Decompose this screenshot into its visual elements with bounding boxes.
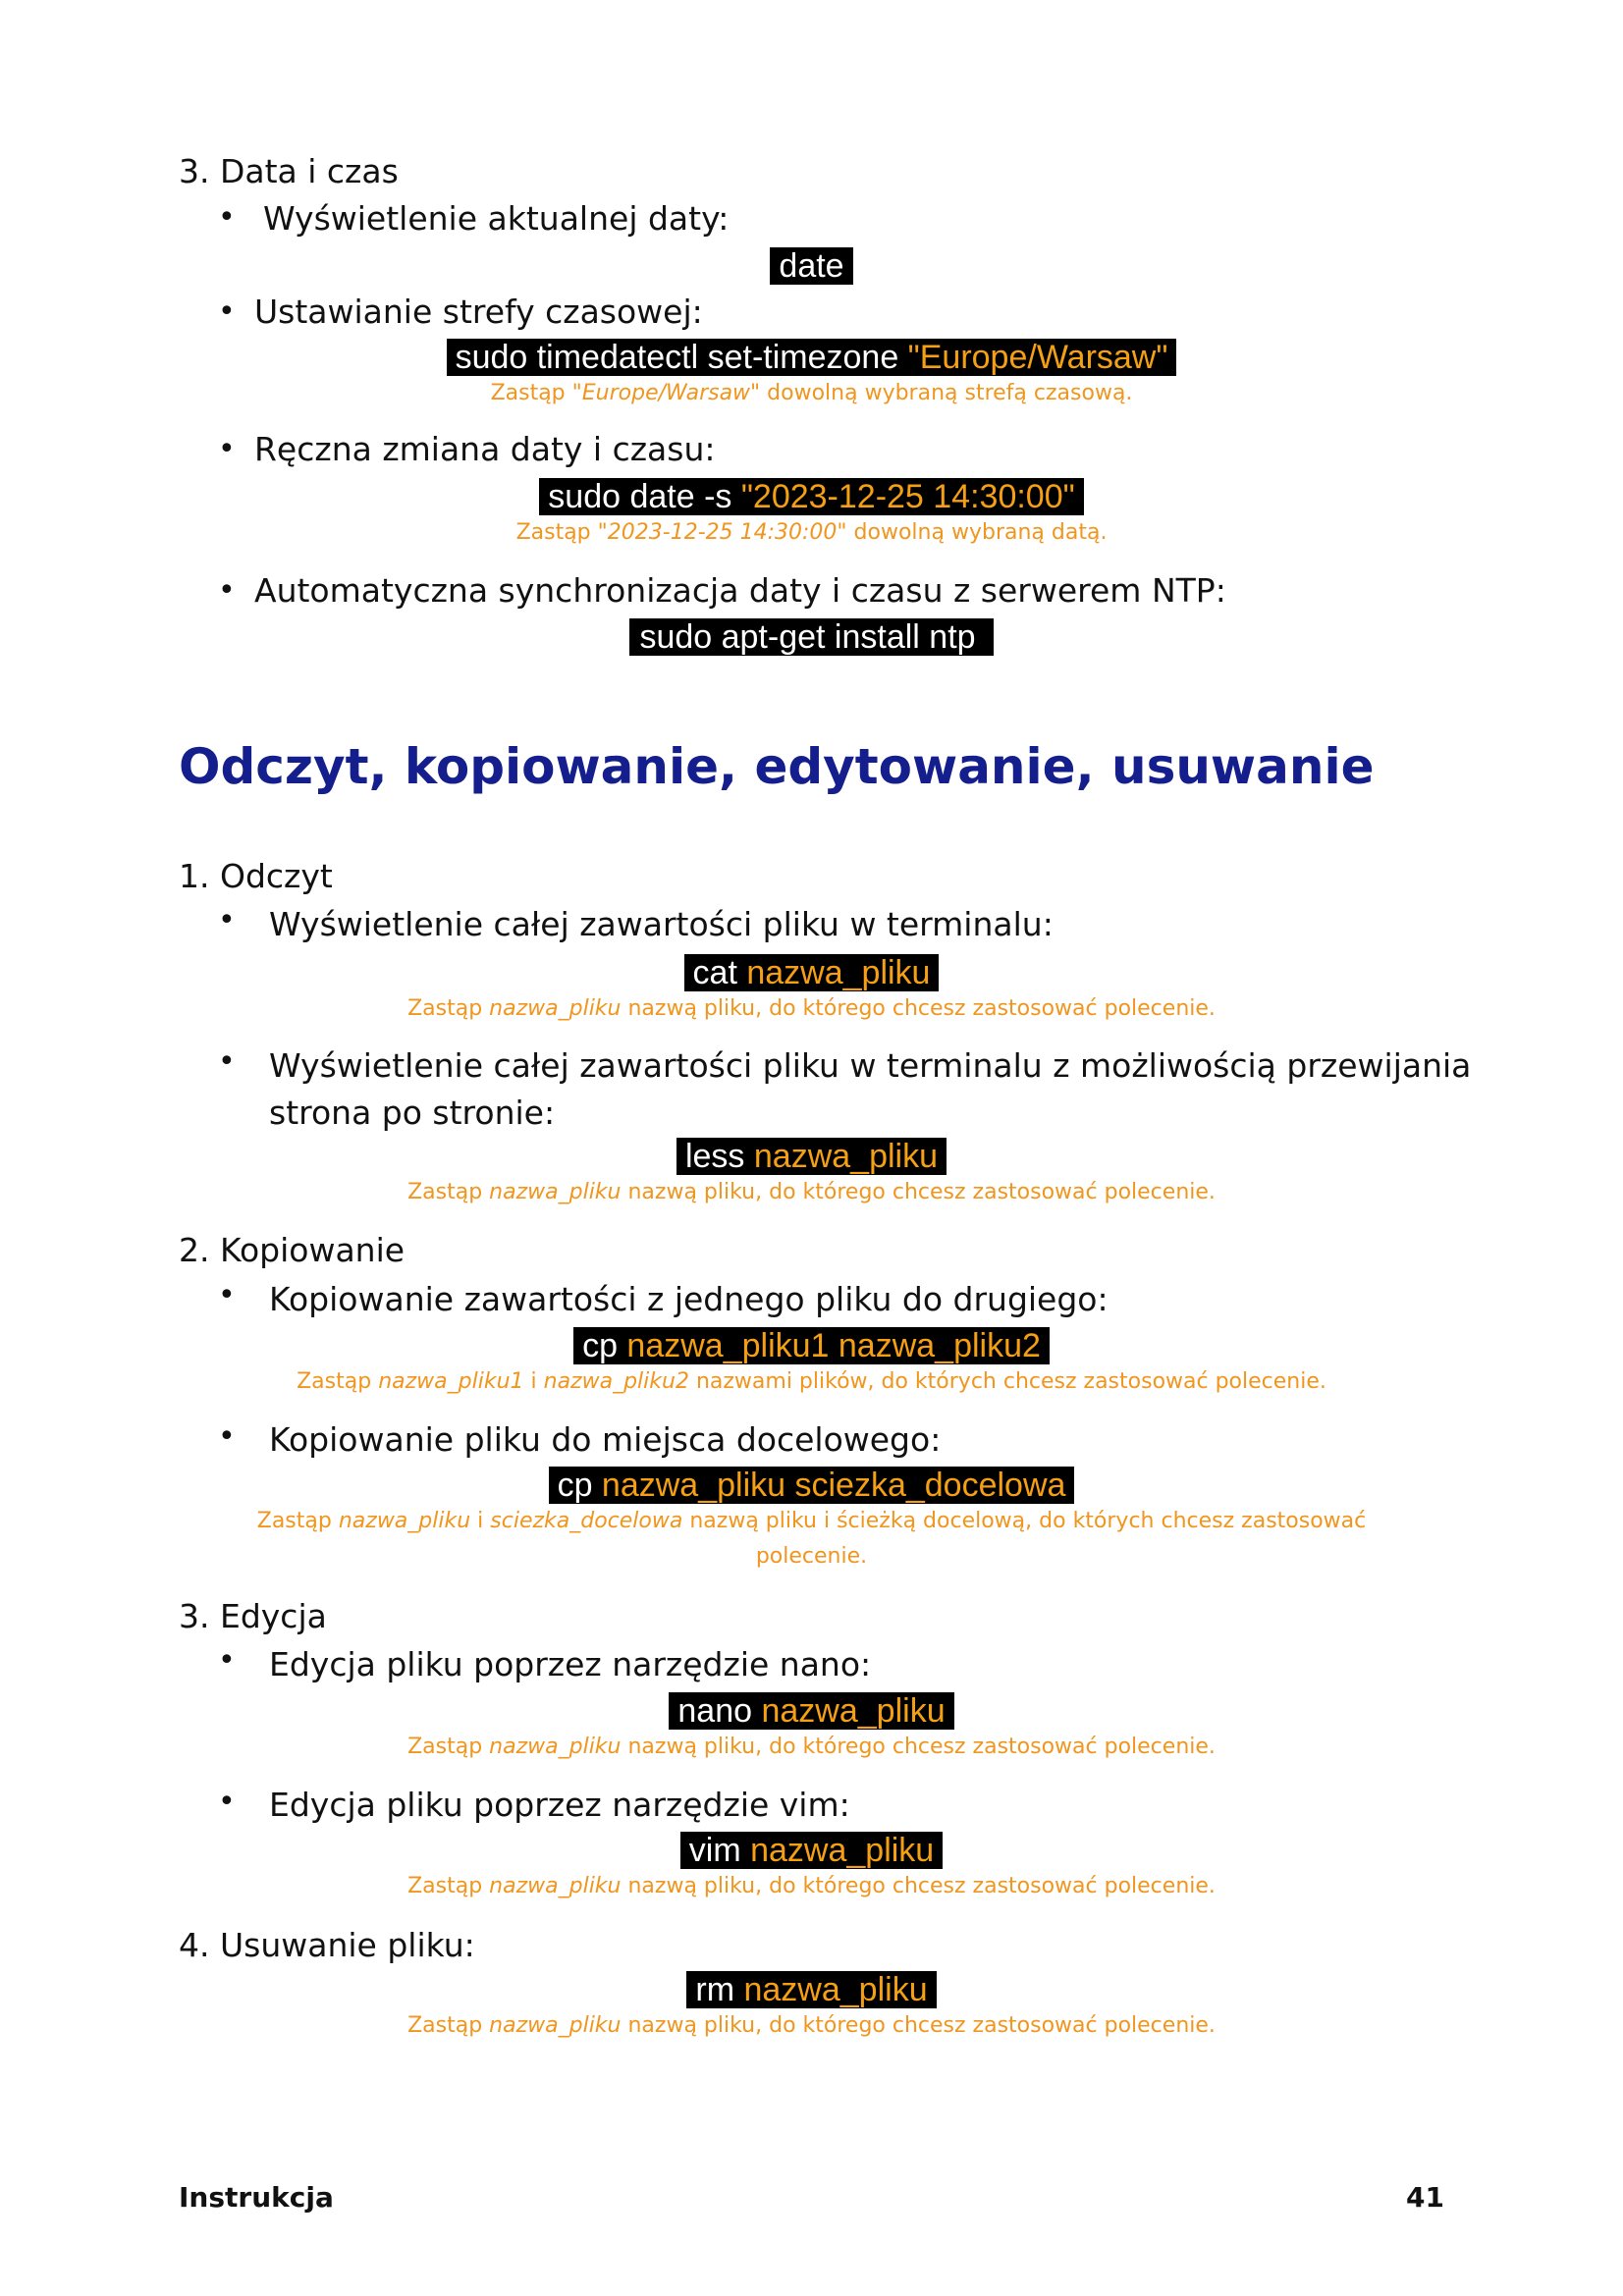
- item-manual-date: Ręczna zmiana daty i czasu:: [254, 430, 716, 468]
- section-heading-copy: 2. Kopiowanie: [179, 1231, 406, 1269]
- section-heading-time: 3. Data i czas: [179, 152, 399, 190]
- section-heading-delete: 4. Usuwanie pliku:: [179, 1926, 475, 1964]
- bullet-icon: •: [218, 294, 236, 329]
- bullet-icon: •: [218, 1419, 236, 1454]
- command-date: date: [770, 247, 852, 285]
- item-edit-nano: Edycja pliku poprzez narzędzie nano:: [269, 1645, 872, 1683]
- note-nano: Zastąp nazwa_pliku nazwą pliku, do którego chcesz zastosować polecenie.: [407, 1735, 1216, 1759]
- item-edit-vim: Edycja pliku poprzez narzędzie vim:: [269, 1786, 850, 1824]
- note-rm: Zastąp nazwa_pliku nazwą pliku, do którego chcesz zastosować polecenie.: [407, 2013, 1216, 2038]
- command-cat: cat nazwa_pliku: [684, 954, 940, 991]
- item-cat: Wyświetlenie całej zawartości pliku w terminalu:: [269, 905, 1054, 943]
- item-copy-destination: Kopiowanie pliku do miejsca docelowego:: [269, 1420, 942, 1459]
- item-less-line2: strona po stronie:: [269, 1094, 556, 1132]
- bullet-icon: •: [218, 200, 236, 235]
- command-less: less nazwa_pliku: [676, 1138, 947, 1175]
- note-vim: Zastąp nazwa_pliku nazwą pliku, do którego chcesz zastosować polecenie.: [407, 1874, 1216, 1898]
- bullet-icon: •: [218, 1785, 236, 1819]
- command-cp-files: cp nazwa_pliku1 nazwa_pliku2: [573, 1327, 1050, 1364]
- bullet-icon: •: [218, 573, 236, 608]
- note-cat: Zastąp nazwa_pliku nazwą pliku, do którego chcesz zastosować polecenie.: [407, 996, 1216, 1021]
- bullet-icon: •: [218, 1278, 236, 1312]
- command-vim: vim nazwa_pliku: [680, 1832, 943, 1869]
- bullet-icon: •: [218, 903, 236, 937]
- item-ntp-sync: Automatyczna synchronizacja daty i czasu z serwerem NTP:: [254, 571, 1226, 610]
- section-heading-edit: 3. Edycja: [179, 1597, 327, 1635]
- command-manual-date: sudo date -s "2023-12-25 14:30:00": [539, 478, 1083, 515]
- command-install-ntp: sudo apt-get install ntp: [629, 618, 993, 656]
- footer-label: Instrukcja: [179, 2181, 334, 2214]
- item-less-line1: Wyświetlenie całej zawartości pliku w terminalu z możliwością przewijania: [269, 1046, 1472, 1085]
- note-cp-files: Zastąp nazwa_pliku1 i nazwa_pliku2 nazwami plików, do których chcesz zastosować polecenie.: [297, 1369, 1326, 1394]
- page-number: 41: [1406, 2181, 1444, 2214]
- bullet-icon: •: [218, 432, 236, 466]
- page-title: Odczyt, kopiowanie, edytowanie, usuwanie: [179, 738, 1375, 795]
- command-rm: rm nazwa_pliku: [686, 1971, 936, 2008]
- item-copy-content: Kopiowanie zawartości z jednego pliku do drugiego:: [269, 1280, 1109, 1318]
- note-cp-destination: Zastąp nazwa_pliku i sciezka_docelowa nazwą pliku i ścieżką docelową, do których chcesz zastosować: [256, 1509, 1367, 1533]
- command-set-timezone: sudo timedatectl set-timezone "Europe/Warsaw": [447, 339, 1177, 376]
- section-heading-read: 1. Odczyt: [179, 857, 333, 895]
- item-show-date: Wyświetlenie aktualnej daty:: [263, 199, 730, 238]
- note-manual-date: Zastąp "2023-12-25 14:30:00" dowolną wybraną datą.: [515, 520, 1108, 545]
- item-set-timezone: Ustawianie strefy czasowej:: [254, 293, 703, 331]
- note-cp-destination-line2: polecenie.: [755, 1544, 868, 1569]
- note-timezone: Zastąp "Europe/Warsaw" dowolną wybraną strefą czasową.: [490, 381, 1133, 405]
- command-nano: nano nazwa_pliku: [669, 1692, 953, 1730]
- command-cp-destination: cp nazwa_pliku sciezka_docelowa: [549, 1467, 1075, 1504]
- bullet-icon: •: [218, 1643, 236, 1678]
- bullet-icon: •: [218, 1044, 236, 1079]
- note-less: Zastąp nazwa_pliku nazwą pliku, do którego chcesz zastosować polecenie.: [407, 1180, 1216, 1204]
